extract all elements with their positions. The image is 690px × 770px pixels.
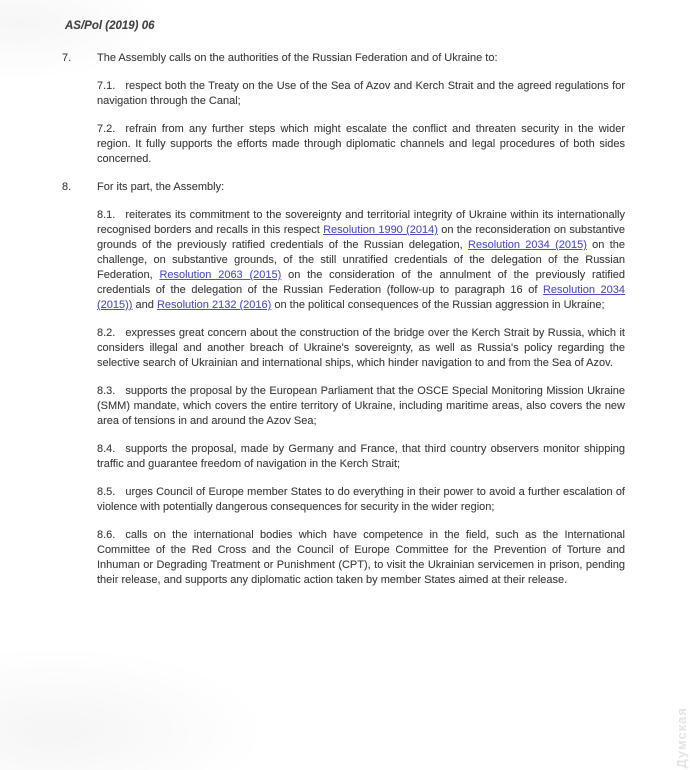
paragraph-number: 7.2.	[97, 123, 116, 135]
paragraph-text: expresses great concern about the construction of the bridge over the Kerch Strait by Russia, which it considers illegal and another breach of Ukraine's sovereignty, as well as Russia's policy regarding the selective search of Ukrainian and international ships, which hinder navigation to and from the Sea of Azov.	[97, 327, 625, 369]
paragraph-text: urges Council of Europe member States to do everything in their power to avoid a further escalation of violence with potentially dangerous consequences for security in the wider region;	[97, 486, 625, 513]
paragraph	[97, 485, 625, 515]
paragraph-number: 8.	[62, 181, 72, 193]
paragraph	[97, 122, 625, 167]
paragraph-text: The Assembly calls on the authorities of the Russian Federation and of Ukraine to:	[97, 52, 498, 64]
paragraph-number: 8.5.	[97, 486, 116, 498]
paragraph	[97, 384, 625, 429]
paragraph	[97, 528, 625, 588]
paragraph-text: For its part, the Assembly:	[97, 181, 225, 193]
paragraph	[97, 208, 625, 313]
paragraph-number: 8.2.	[97, 327, 116, 339]
paragraph-number: 8.4.	[97, 443, 116, 455]
paragraph-text: refrain from any further steps which might escalate the conflict and threaten security in the wider region. It fully supports the efforts made through diplomatic channels and legal procedures of both sides concerned.	[97, 123, 625, 165]
paragraph	[97, 79, 625, 109]
paragraph	[62, 51, 625, 66]
paragraph	[62, 180, 625, 195]
resolution-link[interactable]: Resolution 1990 (2014)	[323, 224, 438, 236]
resolution-link[interactable]: Resolution 2034 (2015)	[468, 239, 587, 251]
paragraph	[97, 326, 625, 371]
watermark: Думская	[674, 706, 689, 768]
resolution-link[interactable]: Resolution 2132 (2016)	[156, 299, 272, 311]
paragraph-text: supports the proposal by the European Parliament that the OSCE Special Monitoring Mission Ukraine (SMM) mandate, which covers the entire territory of Ukraine, including maritime areas, also covers the new area of tensions in and around the Azov Sea;	[97, 385, 625, 427]
paragraph-text: reiterates its commitment to the sovereignty and territorial integrity of Ukraine within its internationally recognised borders and recalls in this respect Resolution 1990 (2014) on the reconsideration on substantive grounds of the previously ratified credentials of the Russian delegation, Resolution 2034 (2015) on the challenge, on substantive grounds, of the still unratified credentials of the delegation of the Russian Federation, Resolution 2063 (2015) on the consideration of the annulment of the previously ratified credentials of the delegation of the Russian Federation (follow-up to paragraph 16 of Resolution 2034 (2015)) and Resolution 2132 (2016) on the political consequences of the Russian aggression in Ukraine;	[97, 209, 626, 311]
paragraph-text: respect both the Treaty on the Use of the Sea of Azov and Kerch Strait and the agreed regulations for navigation through the Canal;	[97, 80, 625, 107]
paragraph-text: calls on the international bodies which have competence in the field, such as the International Committee of the Red Cross and the Council of Europe Committee for the Prevention of Torture and Inhuman or Degrading Treatment or Punishment (CPT), to visit the Ukrainian servicemen in prison, pending their release, and supports any diplomatic action taken by member States aimed at their release.	[97, 529, 625, 586]
paragraph	[97, 442, 625, 472]
paragraph-number: 8.3.	[97, 385, 116, 397]
paragraph-number: 7.1.	[97, 80, 116, 92]
resolution-link[interactable]: Resolution 2034 (2015))	[97, 284, 625, 311]
paragraph-text: supports the proposal, made by Germany and France, that third country observers monitor shipping traffic and guarantee freedom of navigation in the Kerch Strait;	[97, 443, 625, 470]
document-body	[62, 51, 625, 601]
document-reference: AS/Pol (2019) 06	[65, 20, 155, 32]
paragraph-number: 7.	[62, 52, 72, 64]
paragraph-number: 8.6.	[97, 529, 116, 541]
paragraph-number: 8.1.	[97, 209, 116, 221]
resolution-link[interactable]: Resolution 2063 (2015)	[159, 269, 282, 281]
